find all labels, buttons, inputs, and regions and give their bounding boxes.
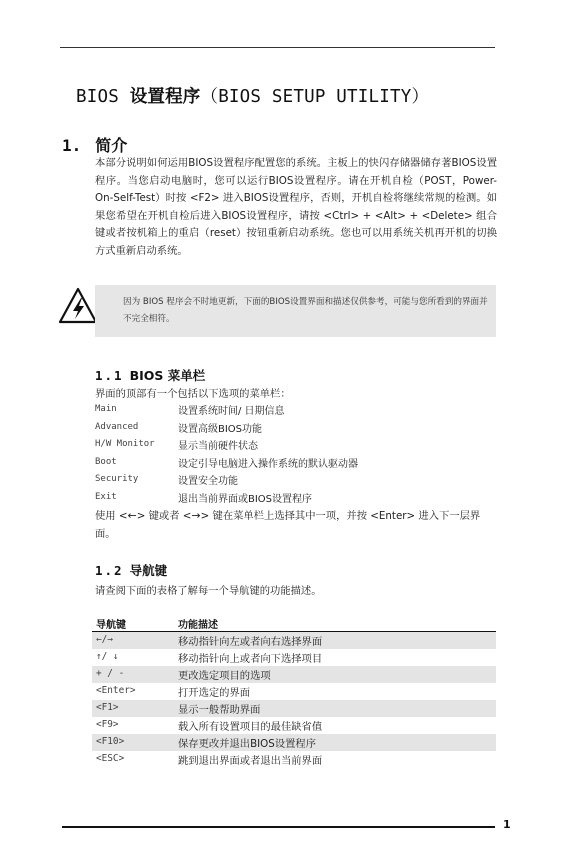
table-row: <ESC> 跳到退出界面或者退出当前界面 [96, 753, 323, 767]
page-number: 1 [503, 818, 511, 831]
menu-intro: 界面的顶部有一个包括以下选项的菜单栏： [95, 388, 291, 400]
menu-item-advanced: Advanced 设置高级BIOS功能 [95, 421, 263, 435]
table-header: 导航键 功能描述 [92, 616, 496, 632]
warning-icon [57, 286, 99, 326]
usage-paragraph: 使用 <←> 键或者 <→> 键在菜单栏上选择其中一项，并按 <Enter> 进入下一层界面。 [95, 509, 481, 540]
nav-intro: 请查阅下面的表格了解每一个导航键的功能描述。 [95, 585, 322, 597]
page-title: BIOS 设置程序（BIOS SETUP UTILITY） [76, 87, 430, 107]
top-rule [60, 47, 495, 48]
section-heading-nav-keys: 1.2 导航键 [95, 563, 168, 578]
menu-item-boot: Boot 设定引导电脑进入操作系统的默认驱动器 [95, 456, 358, 470]
table-row: ↑/ ↓ 移动指针向上或者向下选择项目 [96, 651, 323, 665]
menu-list [95, 402, 497, 507]
table-row: <F1> 显示一般帮助界面 [92, 700, 496, 717]
section-heading-intro: 1. 简介 [62, 136, 128, 155]
intro-paragraph: 本部分说明如何运用BIOS设置程序配置您的系统。主板上的快闪存储器储存著BIOS设置程序。当您启动电脑时，您可以运行BIOS设置程序。请在开机自检（POST，Power-On-Self-Test）时按 <F2> 进入BIOS设置程序，否则，开机自检将继续常规的检测。如果您希望在开机自检后进入BIOS设置程序，请按 <Ctrl> + <Alt> + <Delete> 组合键或者按机箱上的重启（reset）按钮重新启动系统。您也可以用系统关机再开机的切换方式重新启动系统。 [95, 157, 497, 257]
menu-item-exit: Exit 退出当前界面或BIOS设置程序 [95, 491, 313, 505]
menu-item-security: Security 设置安全功能 [95, 474, 238, 487]
notice-box [95, 285, 496, 337]
table-row: <F9> 载入所有设置项目的最佳缺省值 [96, 719, 323, 733]
table-row: ←/→ 移动指针向左或者向右选择界面 [92, 632, 496, 649]
section-heading-menu-bar: 1.1 BIOS 菜单栏 [95, 368, 206, 383]
left-arrow-icon: ← [127, 509, 137, 522]
nav-keys-table [92, 616, 496, 768]
right-arrow-icon: → [191, 509, 201, 522]
menu-item-main: Main 设置系统时间/ 日期信息 [95, 404, 285, 417]
table-row: <Enter> 打开选定的界面 [96, 685, 251, 699]
table-row: + / - 更改选定项目的选项 [92, 666, 496, 683]
table-row: <F10> 保存更改并退出BIOS设置程序 [92, 734, 496, 751]
notice-text: 因为 BIOS 程序会不时地更新，下面的BIOS设置界面和描述仅供参考，可能与您所看到的界面并不完全相符。 [123, 297, 488, 324]
menu-item-hw-monitor: H/W Monitor 显示当前硬件状态 [95, 439, 258, 452]
bottom-rule [62, 826, 495, 828]
